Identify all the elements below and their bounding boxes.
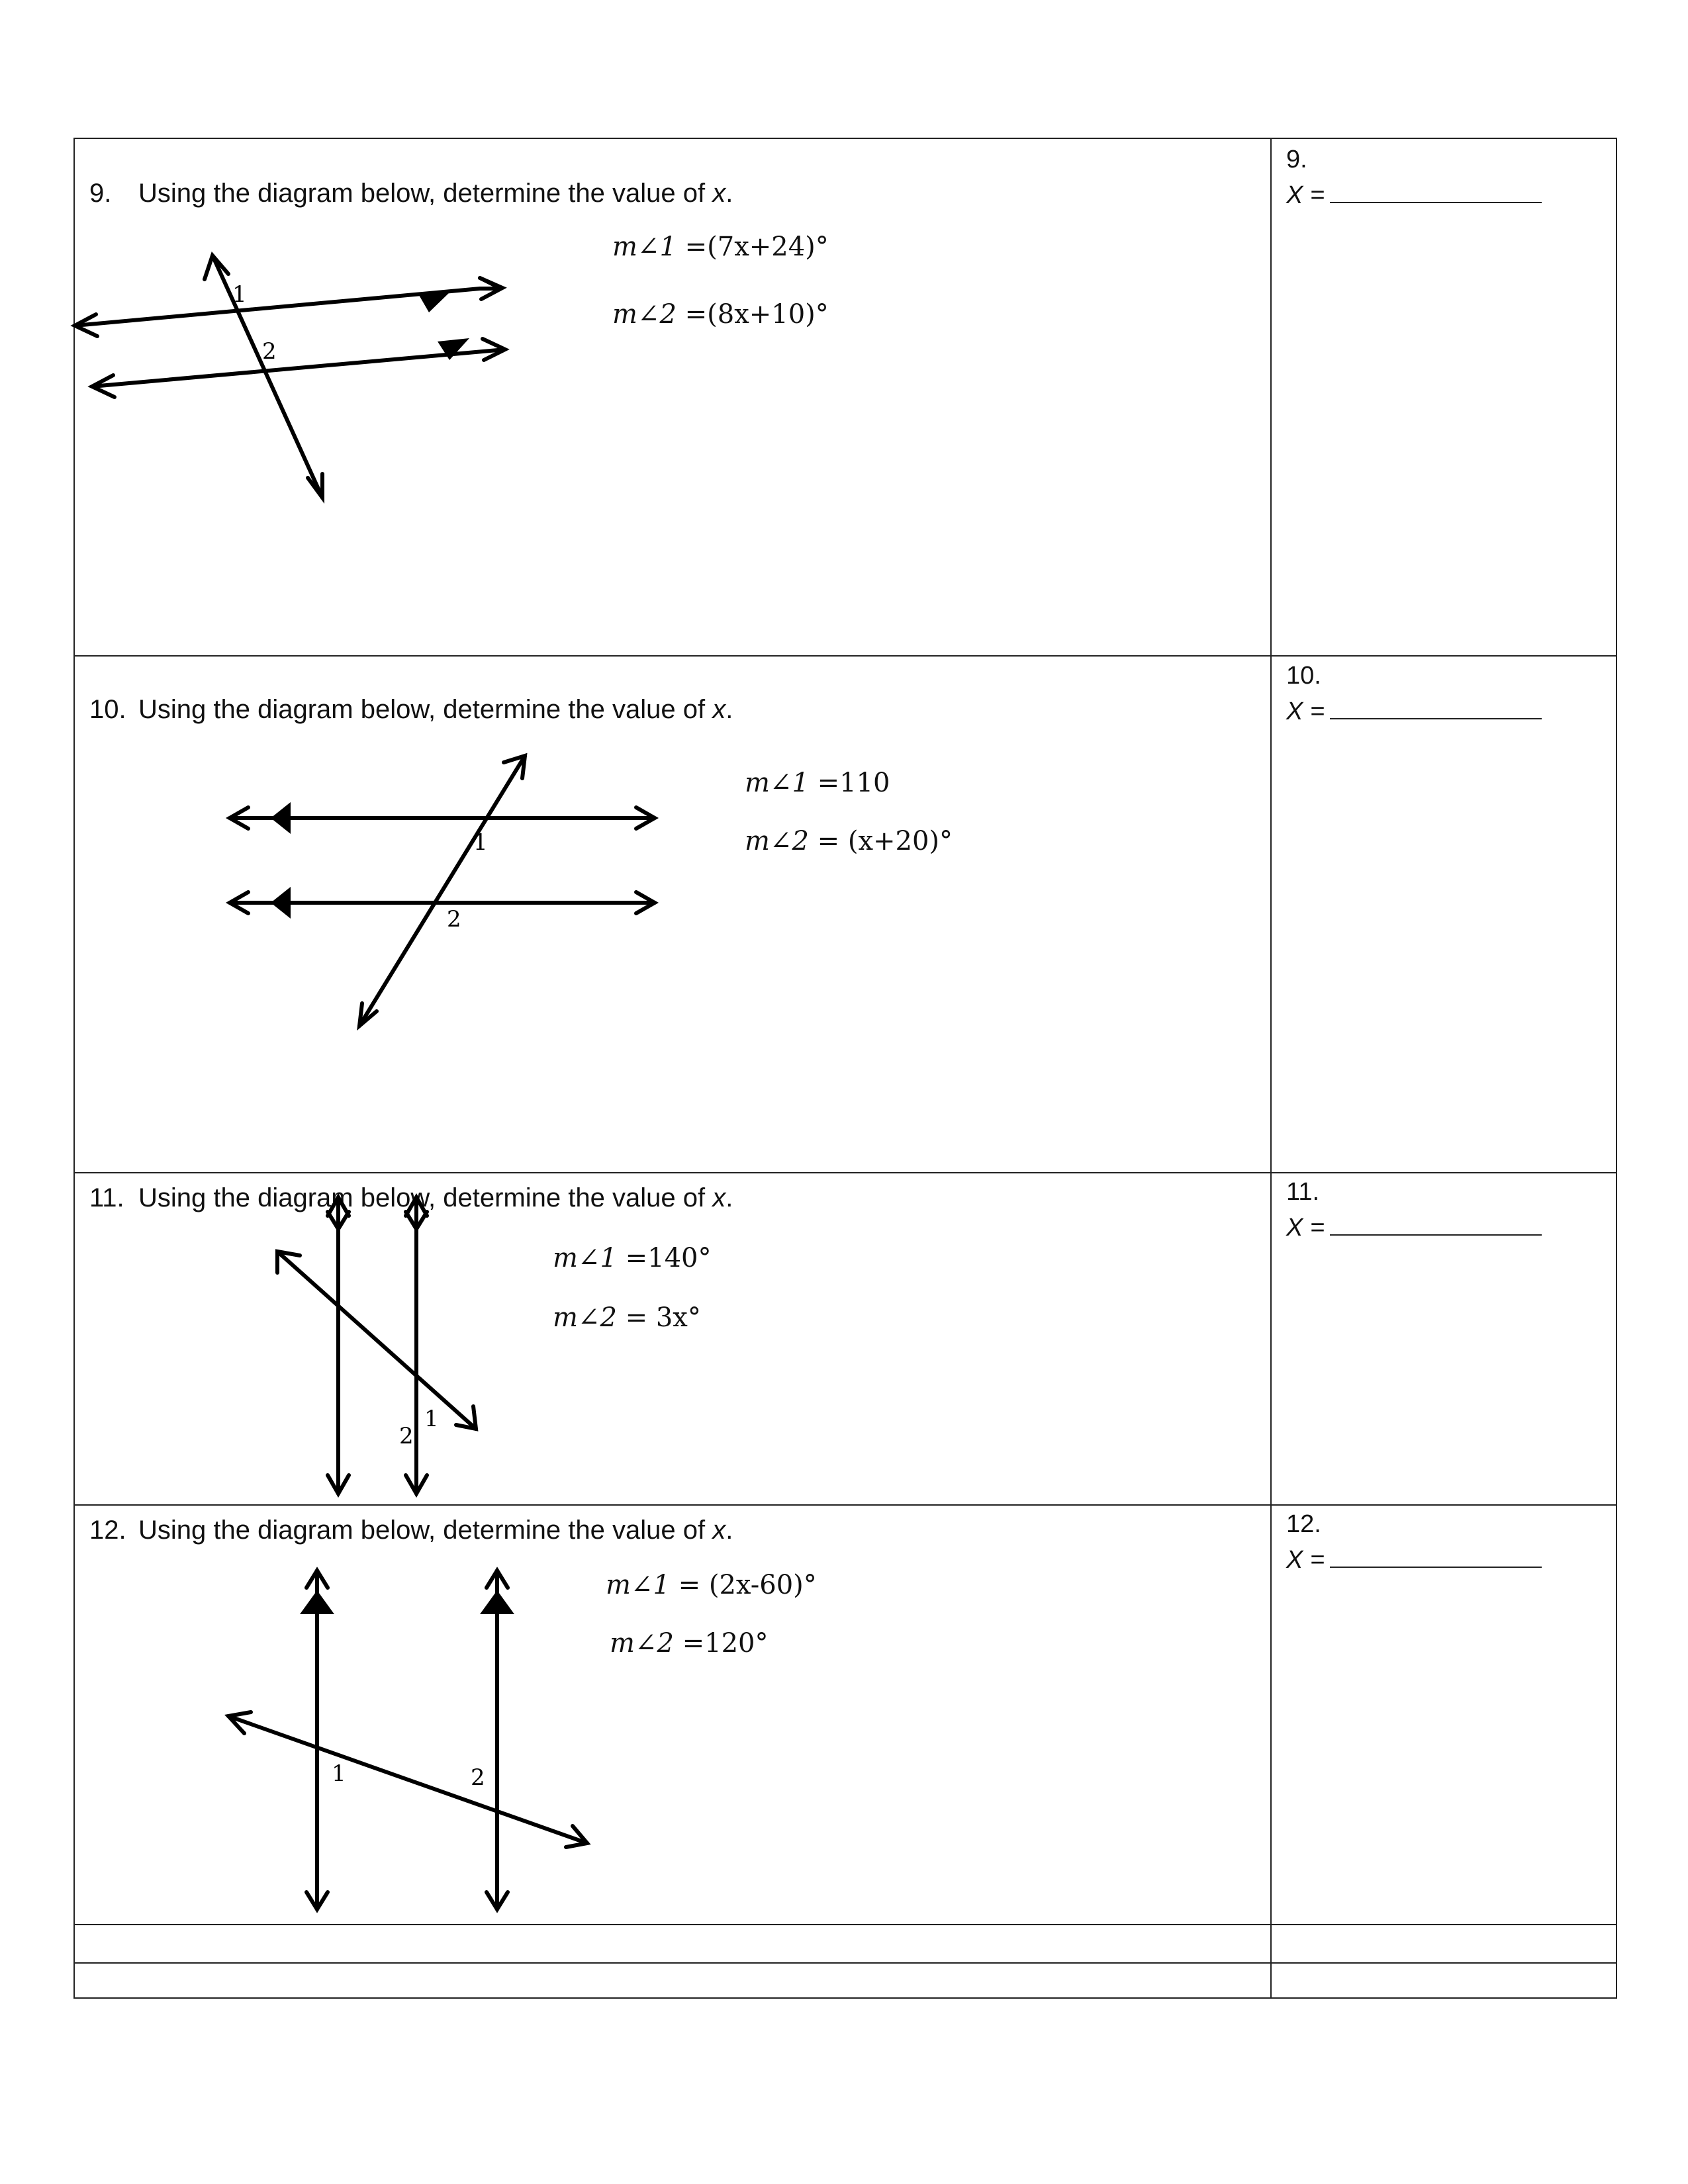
question-12-prompt: 12. Using the diagram below, determine the value of x. xyxy=(89,1516,733,1545)
answer-12-field[interactable] xyxy=(1286,1546,1542,1574)
angle-1-label: 1 xyxy=(424,1406,439,1432)
question-12-diagram xyxy=(75,1504,671,1924)
question-10-eq1 xyxy=(745,768,890,798)
angle-2-label: 2 xyxy=(399,1423,414,1449)
angle-2-label: 2 xyxy=(447,906,461,933)
angle-measure: m∠1 xyxy=(553,1243,617,1273)
question-number: 9. xyxy=(89,179,112,208)
question-number: 11. xyxy=(89,1183,124,1212)
answer-blank[interactable] xyxy=(1330,1217,1542,1236)
question-11-diagram xyxy=(75,1172,671,1503)
answer-11-number: 11. xyxy=(1286,1178,1320,1206)
angle-measure: m∠2 xyxy=(612,299,677,330)
answer-11-field[interactable] xyxy=(1286,1214,1542,1242)
question-text: Using the diagram below, determine the value of xyxy=(138,179,706,208)
answer-9-field[interactable] xyxy=(1286,181,1542,210)
angle-expression: =(7x+24)° xyxy=(684,232,829,262)
question-10-diagram xyxy=(75,655,671,1171)
angle-measure: m∠2 xyxy=(745,826,809,856)
answer-blank[interactable] xyxy=(1330,701,1542,719)
variable: x xyxy=(712,1183,726,1212)
answer-label: X = xyxy=(1286,698,1325,725)
answer-label: X = xyxy=(1286,181,1325,209)
row-divider xyxy=(75,1962,1616,1964)
answer-10-number: 10. xyxy=(1286,662,1321,690)
question-number: 12. xyxy=(89,1516,126,1545)
question-10-eq2 xyxy=(745,826,953,856)
answer-label: X = xyxy=(1286,1546,1325,1574)
answer-blank[interactable] xyxy=(1330,185,1542,203)
angle-measure: m∠1 xyxy=(612,232,677,262)
question-9-prompt: 9. Using the diagram below, determine the value of x. xyxy=(89,179,733,208)
angle-1-label: 1 xyxy=(332,1760,346,1787)
angle-expression: =140° xyxy=(625,1243,712,1273)
answer-10-field[interactable] xyxy=(1286,698,1542,726)
angle-expression: =(8x+10)° xyxy=(684,299,829,330)
row-divider xyxy=(75,1924,1616,1925)
angle-expression: = (x+20)° xyxy=(817,826,953,856)
angle-expression: =120° xyxy=(682,1628,769,1659)
angle-2-label: 2 xyxy=(471,1764,485,1791)
variable: x xyxy=(712,179,726,208)
answer-9-number: 9. xyxy=(1286,146,1307,173)
angle-measure: m∠2 xyxy=(610,1628,674,1659)
question-11-prompt: 11. Using the diagram below, determine the value of x. xyxy=(89,1183,733,1212)
angle-measure: m∠2 xyxy=(553,1302,617,1333)
angle-expression: =110 xyxy=(817,768,890,798)
angle-2-label: 2 xyxy=(262,338,277,365)
question-text: Using the diagram below, determine the value of xyxy=(138,1516,706,1545)
variable: x xyxy=(712,1516,726,1545)
answer-blank[interactable] xyxy=(1330,1549,1542,1568)
answer-label: X = xyxy=(1286,1214,1325,1242)
question-9-diagram xyxy=(75,139,671,655)
worksheet-table xyxy=(73,138,1617,1999)
column-divider xyxy=(1270,139,1272,1997)
question-text: Using the diagram below, determine the value of xyxy=(138,695,706,724)
angle-expression: = 3x° xyxy=(625,1302,701,1333)
angle-expression: = (2x-60)° xyxy=(678,1570,817,1600)
answer-12-number: 12. xyxy=(1286,1510,1321,1538)
question-text: Using the diagram below, determine the value of xyxy=(138,1183,706,1212)
angle-measure: m∠1 xyxy=(745,768,809,798)
angle-1-label: 1 xyxy=(232,281,247,308)
question-10-prompt: 10. Using the diagram below, determine the value of x. xyxy=(89,695,733,724)
angle-measure: m∠1 xyxy=(606,1570,670,1600)
question-number: 10. xyxy=(89,695,126,724)
variable: x xyxy=(712,695,726,724)
angle-1-label: 1 xyxy=(473,829,488,856)
